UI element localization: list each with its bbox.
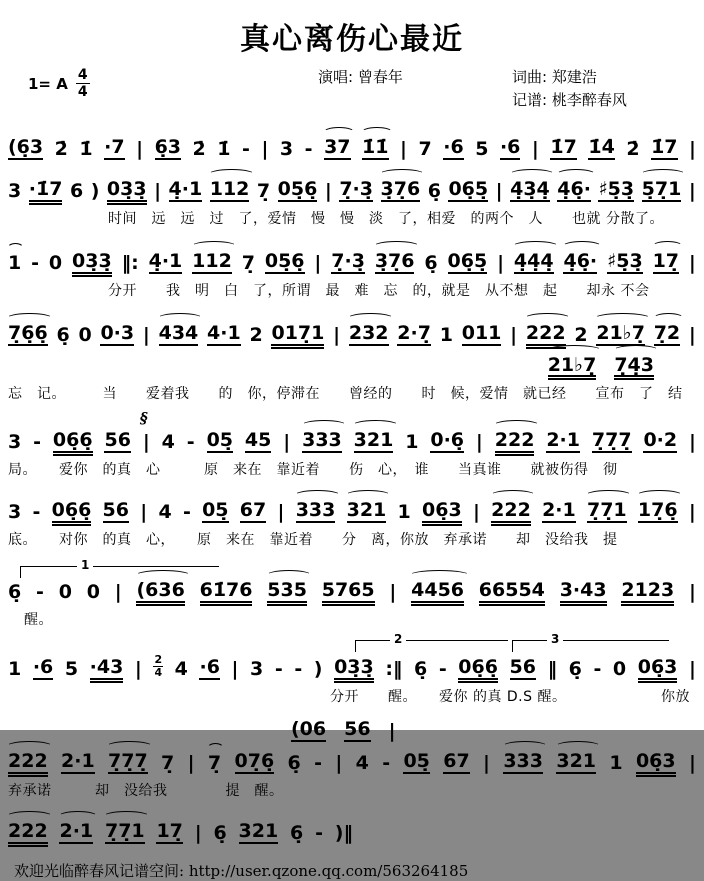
key-label: 1= A (28, 74, 68, 93)
note-token: 112 (192, 249, 232, 272)
note-token: 06̣3 (637, 656, 678, 679)
note-token: 7̣7̣7̣ (108, 750, 148, 773)
note-token: 06̣3 (635, 750, 676, 773)
note-token: 7̣·3̣ (339, 177, 373, 200)
note-token: 017̣1 (271, 321, 325, 344)
note-token: - (314, 752, 322, 775)
note-token: 011 (461, 321, 502, 344)
note-token: 05̣6̣ (264, 249, 305, 272)
note-token: 7̣ (161, 752, 175, 775)
note-token: 3̣7̣6 (374, 249, 415, 272)
barline: | (688, 501, 696, 524)
note-token: 232 (348, 321, 389, 344)
credit-composer: 词曲: 郑建浩 (512, 68, 597, 86)
note-token: 2·1 (61, 750, 95, 773)
lyrics-row: 弃承诺 却 没给我 提 醒。 (8, 782, 284, 799)
note-token: - (438, 658, 447, 681)
note-token: 0·3 (100, 321, 135, 344)
barline: | (142, 323, 150, 346)
lyrics-row: 分开 醒。 爱你 的真 D.S 醒。 你放 (330, 689, 690, 706)
note-token: 333 (302, 429, 342, 452)
note-token: 3̣7̣6 (380, 177, 421, 200)
note-token: 4̣·1 (148, 249, 183, 272)
note-token: 0 (48, 251, 63, 274)
notes-row (8, 312, 696, 346)
system (0, 708, 704, 800)
note-token: 4456 (411, 579, 465, 602)
note-token: ·7 (104, 136, 125, 158)
note-token: 1 (609, 752, 623, 775)
note-token: 7̣7̣7̣ (591, 429, 632, 452)
note-token: 222 (494, 429, 535, 452)
note-token: 2·1 (59, 819, 94, 842)
volta-number: 2 (390, 632, 406, 646)
note-token: 0 (612, 658, 627, 681)
system (0, 558, 704, 629)
note-token: 0 (86, 581, 100, 604)
note-token: (06 (291, 718, 327, 741)
note-token: 3 (8, 431, 22, 454)
note-token: 333 (503, 750, 543, 773)
barline: | (154, 179, 162, 202)
note-token: 2·1 (546, 429, 580, 452)
notes-row (8, 126, 696, 160)
volta-bracket (355, 632, 508, 652)
note-token: 7̣2 (653, 321, 681, 344)
note-token: 7 (418, 138, 432, 160)
note-token: 1̇7 (651, 136, 678, 158)
note-token: 7̣ (256, 179, 271, 202)
system (0, 409, 704, 479)
barline: | (510, 323, 518, 346)
note-token: - (36, 581, 44, 604)
note-token: 4̣3̣4̣ (510, 177, 550, 200)
note-token: 2̇ (626, 138, 640, 160)
time-change-den: 4 (154, 666, 163, 680)
notes-row (8, 742, 696, 774)
notes-row (8, 240, 696, 274)
note-token: 03̣3̣ (106, 177, 147, 200)
note-token: - (33, 431, 42, 454)
sub-row (8, 346, 696, 378)
header-meta (0, 64, 704, 116)
note-token: 6̣ (56, 323, 70, 346)
volta-bracket (512, 632, 669, 652)
note-token: 6̣ (290, 821, 304, 844)
time-signature: $\frac{4}{4}$ (77, 67, 88, 100)
note-token: - (294, 658, 303, 681)
notes-row (8, 489, 696, 523)
credit-transcriber: 记谱: 桃李醉春风 (512, 91, 627, 110)
note-token: 6̣ (287, 752, 301, 775)
barline: | (324, 179, 332, 202)
note-token: 3 (8, 501, 22, 524)
barline: | (136, 138, 144, 160)
note-token: 4 (355, 752, 369, 775)
note-token: 0 (78, 323, 92, 346)
barline: | (261, 138, 269, 160)
song-title: 真心离伤心最近 (240, 22, 464, 57)
barline: | (689, 431, 696, 454)
note-token: 3·43 (559, 579, 607, 602)
lyrics-row: 醒。 (24, 612, 53, 629)
note-token: 6̣ (424, 251, 438, 274)
note-token: 3 (279, 138, 294, 160)
barline: | (688, 251, 696, 274)
note-token: 66554 (478, 579, 545, 602)
note-token: 56 (509, 656, 536, 679)
system (0, 240, 704, 300)
barline: | (277, 501, 285, 524)
note-token: 222 (8, 750, 48, 773)
note-token: - (31, 251, 40, 274)
time-change (153, 654, 163, 678)
barline: | § (139, 409, 150, 454)
note-token: 17̣6̣ (637, 499, 678, 522)
barline: | (497, 251, 505, 274)
barline: | (400, 138, 407, 160)
notes-row (8, 810, 353, 844)
barline: | (114, 581, 122, 604)
barline: | (688, 323, 696, 346)
barline: | (483, 752, 490, 775)
note-token: 21♭7̣ (596, 321, 645, 344)
note-token: - (32, 501, 41, 524)
note-token: ·43 (89, 656, 124, 679)
note-token: 4̣6̣· (563, 249, 598, 272)
note-token: - (304, 138, 313, 160)
note-token: - (382, 752, 391, 775)
volta-number: 3 (547, 632, 563, 646)
barline: | (388, 720, 396, 743)
system (0, 489, 704, 549)
barline: )‖ (334, 821, 353, 844)
note-token: 1̇ (217, 138, 231, 160)
note-token: 333 (295, 499, 336, 522)
barline: | (194, 821, 202, 844)
note-token: 07̣6̣ (234, 750, 275, 773)
note-token: 7̣7̣1 (104, 819, 145, 842)
note-token: ·1̇7 (28, 177, 63, 200)
note-token: 06̣3 (422, 499, 462, 522)
note-token: 535 (267, 579, 307, 602)
barline: | (689, 138, 696, 160)
note-token: ) (313, 658, 323, 681)
note-token: 06̣6̣ (52, 429, 93, 452)
note-token: 03̣3̣ (334, 656, 374, 679)
note-token: 6 (69, 179, 84, 202)
note-token: ·6 (199, 656, 220, 679)
barline: | (472, 501, 480, 524)
barline: | (475, 431, 483, 454)
barline: | (283, 431, 291, 454)
note-token: 17̣ (156, 819, 183, 842)
barline: | (333, 323, 341, 346)
note-token: 1 (439, 323, 453, 346)
note-token: 2 (574, 323, 588, 346)
barline: | (689, 581, 696, 604)
note-token: 112 (209, 177, 250, 200)
note-token: 1 (405, 431, 419, 454)
system (0, 632, 704, 706)
notes-row (8, 168, 696, 202)
note-token: 06̣6̣ (51, 499, 92, 522)
note-token: 2123 (621, 579, 675, 602)
note-token: 222 (491, 499, 531, 522)
barline: | (688, 752, 696, 775)
note-token: 21♭7̣ (547, 353, 597, 376)
system (0, 168, 704, 228)
note-token: (6̣3 (8, 136, 44, 158)
note-token: ·6 (32, 656, 54, 679)
note-token: 0 (58, 581, 72, 604)
barline: | (187, 752, 195, 775)
note-token: 4 (174, 658, 188, 681)
note-token: - (182, 501, 191, 524)
barline: ‖: (121, 251, 139, 274)
note-token: - (315, 821, 323, 844)
note-token: 7̣4̣3 (614, 353, 654, 376)
lyrics-row: 忘 记。 当 爱着我 的 你，停滞在 曾经的 时 候，爱情 就已经 宣布 了 结 (8, 386, 683, 403)
note-token: ♯5̣3̣ (607, 249, 643, 272)
system (0, 810, 704, 844)
note-token: (636 (136, 579, 185, 602)
barline: | (335, 752, 343, 775)
note-token: 45 (244, 429, 272, 452)
note-token: 4̣4̣4̣ (513, 249, 554, 272)
time-change-num: 2 (154, 653, 163, 667)
note-token: ♯5̣3̣ (598, 177, 635, 200)
barline: | (140, 501, 148, 524)
lyrics-row: 底。 对你 的真 心， 原 来在 靠近着 分 离，你放 弃承诺 却 没给我 提 (8, 532, 618, 549)
volta-number: 1 (77, 558, 93, 572)
note-token: 05̣ (202, 499, 229, 522)
note-token: 67 (443, 750, 470, 773)
note-token: 7̣ (241, 251, 255, 274)
score (0, 126, 704, 844)
note-token: 05̣6̣ (277, 177, 318, 200)
segno-icon: § (139, 409, 148, 428)
note-token: 4̣6̣· (557, 177, 591, 200)
note-token: 05̣ (403, 750, 430, 773)
note-token: 1̇ (79, 138, 93, 160)
barline: | (134, 658, 142, 681)
note-token: 0·2 (643, 429, 678, 452)
note-token: 56 (102, 499, 129, 522)
note-token: 37 (324, 136, 351, 158)
barline: | (231, 658, 239, 681)
note-token: 5765 (321, 579, 375, 602)
note-token: 6̣ (568, 658, 582, 681)
note-token: 3 (8, 179, 22, 202)
note-token: 3 (250, 658, 264, 681)
barline: :‖ (385, 658, 403, 681)
note-token: 7̣ (207, 752, 222, 775)
note-token: 17̣ (652, 249, 680, 272)
key-signature (28, 68, 90, 99)
note-token: 5 (475, 138, 489, 160)
barline: ‖ (547, 658, 558, 681)
note-token: - (186, 431, 195, 454)
barline: | (531, 138, 539, 160)
note-token: 2 (249, 323, 263, 346)
note-token: 1̇1̇ (362, 136, 389, 158)
note-token: ·6 (443, 136, 464, 158)
note-token: 06̣6̣ (458, 656, 498, 679)
note-token: 7̣6̣6̣ (8, 321, 48, 344)
footer-link: 欢迎光临醉春风记谱空间: http://user.qzone.qq.com/563264185 (14, 861, 469, 880)
note-token: 1 (8, 251, 22, 274)
note-token: 222 (8, 819, 48, 842)
barline: | (688, 658, 696, 681)
note-token: 56 (104, 429, 131, 452)
note-token: 67 (239, 499, 267, 522)
note-token: - (274, 658, 283, 681)
note-token: 0·6̣ (430, 429, 465, 452)
note-token: 2·1 (542, 499, 576, 522)
note-token: 7̣·3̣ (331, 249, 365, 272)
above-row (8, 708, 696, 742)
barline: | (389, 581, 397, 604)
note-token: 1 (8, 658, 22, 681)
note-token: 06̣5̣ (448, 177, 489, 200)
note-token: 2̇ (54, 138, 68, 160)
system (0, 312, 704, 404)
note-token: 4 (158, 501, 172, 524)
note-token: 6̣ (8, 581, 22, 604)
note-token: 4̣·1 (168, 177, 203, 200)
note-token: 5̣7̣1 (641, 177, 682, 200)
note-token: ) (90, 179, 100, 202)
note-token: 321 (556, 750, 597, 773)
note-token: 321 (346, 499, 387, 522)
barline: | (688, 179, 696, 202)
note-token: 1̇4̇ (588, 136, 615, 158)
note-token: 2·7̣ (397, 321, 431, 344)
note-token: - (593, 658, 602, 681)
note-token: - (242, 138, 250, 160)
note-token: 6̣ (213, 821, 227, 844)
note-token: 5 (64, 658, 79, 681)
note-token: 03̣3̣ (72, 249, 112, 272)
note-token: 222 (525, 321, 566, 344)
note-token: ·6 (499, 136, 521, 158)
credit-right-column (512, 66, 627, 113)
note-token: 434 (158, 321, 199, 344)
barline: | (314, 251, 322, 274)
note-token: 6̣ (427, 179, 441, 202)
lyrics-row: 时间 远 远 过 了，爱情 慢 慢 淡 了，相爱 的两个 人 也就 分散了。 (108, 210, 664, 227)
note-token: 6̣3 (154, 136, 182, 158)
notes-row (8, 409, 696, 454)
note-token: 4·1 (207, 321, 241, 344)
lyrics-row: 局。 爱你 的真 心 原 来在 靠近着 伤 心， 谁 当真谁 就被伤得 彻 (8, 462, 618, 479)
note-token: 2̇ (192, 138, 206, 160)
note-token: 56 (344, 718, 371, 741)
note-token: 61̇76 (199, 579, 253, 602)
lyrics-row: 分开 我 明 白 了，所谓 最 难 忘 的，就是 从不想 起 却永 不会 (108, 282, 650, 299)
note-token: 1 (397, 501, 411, 524)
note-token: 05̣ (206, 429, 234, 452)
system (0, 126, 704, 160)
barline: | (495, 179, 503, 202)
note-token: 1̇7 (550, 136, 577, 158)
note-token: 7̣7̣1 (586, 499, 627, 522)
note-token: 06̣5̣ (447, 249, 488, 272)
note-token: 6̣ (414, 658, 428, 681)
note-token: 4 (161, 431, 175, 454)
credit-singer: 演唱: 曾春年 (318, 68, 403, 86)
note-token: 321 (238, 819, 279, 842)
note-token: 321 (353, 429, 394, 452)
